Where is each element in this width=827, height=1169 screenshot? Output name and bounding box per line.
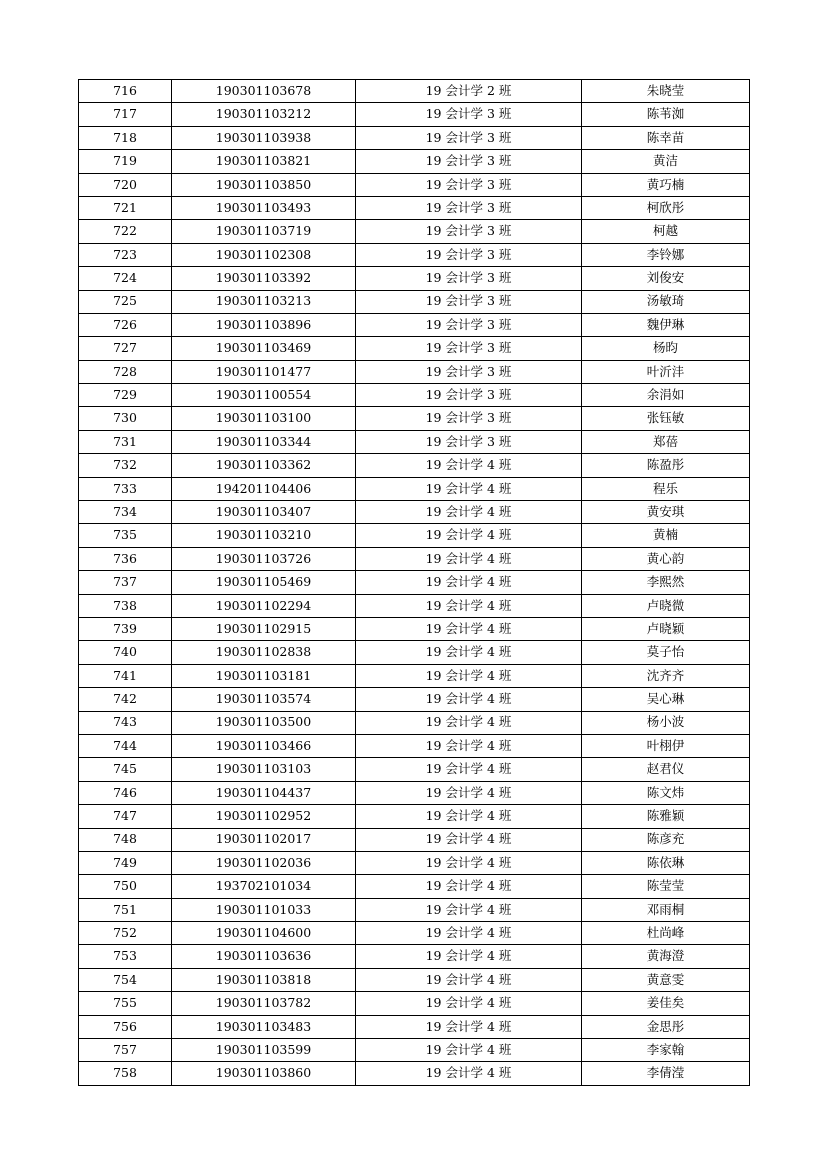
student-id-cell: 190301103500	[172, 711, 356, 734]
class-name-cell: 19 会计学 4 班	[356, 617, 582, 640]
table-row	[79, 594, 750, 617]
row-number-cell: 730	[79, 407, 172, 430]
student-name-cell: 黄洁	[582, 150, 750, 173]
class-name-cell: 19 会计学 3 班	[356, 220, 582, 243]
student-name-cell: 杨小波	[582, 711, 750, 734]
class-name-cell: 19 会计学 4 班	[356, 1015, 582, 1038]
row-number-cell: 753	[79, 945, 172, 968]
row-number-cell: 734	[79, 501, 172, 524]
student-id-cell: 190301103181	[172, 664, 356, 687]
student-id-cell: 190301103818	[172, 968, 356, 991]
student-id-cell: 190301103726	[172, 547, 356, 570]
student-id-cell: 190301103392	[172, 267, 356, 290]
row-number-cell: 721	[79, 196, 172, 219]
table-row	[79, 945, 750, 968]
class-name-cell: 19 会计学 3 班	[356, 337, 582, 360]
student-id-cell: 190301103407	[172, 501, 356, 524]
student-name-cell: 陈雅颖	[582, 805, 750, 828]
student-name-cell: 陈彦充	[582, 828, 750, 851]
class-name-cell: 19 会计学 4 班	[356, 547, 582, 570]
class-name-cell: 19 会计学 4 班	[356, 734, 582, 757]
row-number-cell: 744	[79, 734, 172, 757]
class-name-cell: 19 会计学 4 班	[356, 992, 582, 1015]
table-row	[79, 407, 750, 430]
class-name-cell: 19 会计学 3 班	[356, 173, 582, 196]
student-name-cell: 柯欣彤	[582, 196, 750, 219]
table-row	[79, 617, 750, 640]
table-row	[79, 337, 750, 360]
row-number-cell: 732	[79, 454, 172, 477]
class-name-cell: 19 会计学 3 班	[356, 360, 582, 383]
student-name-cell: 李铃娜	[582, 243, 750, 266]
student-name-cell: 杜尚峰	[582, 922, 750, 945]
table-row	[79, 547, 750, 570]
row-number-cell: 735	[79, 524, 172, 547]
student-name-cell: 李家翰	[582, 1039, 750, 1062]
table-row	[79, 1039, 750, 1062]
table-row	[79, 641, 750, 664]
row-number-cell: 717	[79, 103, 172, 126]
student-id-cell: 190301101477	[172, 360, 356, 383]
row-number-cell: 748	[79, 828, 172, 851]
table-row	[79, 711, 750, 734]
student-id-cell: 190301103574	[172, 688, 356, 711]
student-id-cell: 194201104406	[172, 477, 356, 500]
student-name-cell: 叶沂沣	[582, 360, 750, 383]
class-name-cell: 19 会计学 4 班	[356, 524, 582, 547]
roster-body	[79, 80, 750, 1086]
class-name-cell: 19 会计学 3 班	[356, 430, 582, 453]
row-number-cell: 723	[79, 243, 172, 266]
row-number-cell: 755	[79, 992, 172, 1015]
class-name-cell: 19 会计学 4 班	[356, 641, 582, 664]
student-id-cell: 190301103636	[172, 945, 356, 968]
student-id-cell: 190301103938	[172, 126, 356, 149]
table-row	[79, 173, 750, 196]
row-number-cell: 727	[79, 337, 172, 360]
class-name-cell: 19 会计学 4 班	[356, 664, 582, 687]
student-id-cell: 190301102017	[172, 828, 356, 851]
class-name-cell: 19 会计学 4 班	[356, 711, 582, 734]
class-name-cell: 19 会计学 4 班	[356, 477, 582, 500]
class-name-cell: 19 会计学 4 班	[356, 688, 582, 711]
table-row	[79, 922, 750, 945]
student-id-cell: 190301103212	[172, 103, 356, 126]
student-id-cell: 190301102294	[172, 594, 356, 617]
student-name-cell: 黄意雯	[582, 968, 750, 991]
row-number-cell: 751	[79, 898, 172, 921]
student-id-cell: 190301103362	[172, 454, 356, 477]
table-row	[79, 968, 750, 991]
class-name-cell: 19 会计学 4 班	[356, 968, 582, 991]
class-name-cell: 19 会计学 4 班	[356, 501, 582, 524]
student-id-cell: 190301103599	[172, 1039, 356, 1062]
student-name-cell: 莫子怡	[582, 641, 750, 664]
row-number-cell: 726	[79, 313, 172, 336]
student-name-cell: 李倩滢	[582, 1062, 750, 1085]
student-id-cell: 190301103100	[172, 407, 356, 430]
row-number-cell: 758	[79, 1062, 172, 1085]
student-name-cell: 赵君仪	[582, 758, 750, 781]
student-name-cell: 陈文炜	[582, 781, 750, 804]
row-number-cell: 743	[79, 711, 172, 734]
table-row	[79, 828, 750, 851]
class-name-cell: 19 会计学 4 班	[356, 571, 582, 594]
row-number-cell: 736	[79, 547, 172, 570]
student-id-cell: 190301103719	[172, 220, 356, 243]
row-number-cell: 750	[79, 875, 172, 898]
table-row	[79, 220, 750, 243]
class-name-cell: 19 会计学 2 班	[356, 80, 582, 103]
table-row	[79, 360, 750, 383]
student-id-cell: 190301103493	[172, 196, 356, 219]
student-name-cell: 吴心琳	[582, 688, 750, 711]
student-name-cell: 黄心韵	[582, 547, 750, 570]
row-number-cell: 756	[79, 1015, 172, 1038]
class-name-cell: 19 会计学 4 班	[356, 594, 582, 617]
student-name-cell: 黄安琪	[582, 501, 750, 524]
row-number-cell: 740	[79, 641, 172, 664]
table-row	[79, 1062, 750, 1085]
student-id-cell: 190301102915	[172, 617, 356, 640]
table-row	[79, 313, 750, 336]
row-number-cell: 745	[79, 758, 172, 781]
student-name-cell: 卢晓微	[582, 594, 750, 617]
class-name-cell: 19 会计学 3 班	[356, 196, 582, 219]
student-roster-table	[78, 79, 750, 1086]
row-number-cell: 746	[79, 781, 172, 804]
row-number-cell: 719	[79, 150, 172, 173]
class-name-cell: 19 会计学 3 班	[356, 407, 582, 430]
row-number-cell: 749	[79, 851, 172, 874]
student-id-cell: 190301103678	[172, 80, 356, 103]
student-name-cell: 李熙然	[582, 571, 750, 594]
row-number-cell: 716	[79, 80, 172, 103]
table-row	[79, 571, 750, 594]
student-id-cell: 190301104600	[172, 922, 356, 945]
student-name-cell: 金思彤	[582, 1015, 750, 1038]
class-name-cell: 19 会计学 4 班	[356, 828, 582, 851]
class-name-cell: 19 会计学 4 班	[356, 945, 582, 968]
table-row	[79, 734, 750, 757]
class-name-cell: 19 会计学 3 班	[356, 103, 582, 126]
student-name-cell: 陈盈彤	[582, 454, 750, 477]
student-name-cell: 陈依琳	[582, 851, 750, 874]
class-name-cell: 19 会计学 3 班	[356, 384, 582, 407]
class-name-cell: 19 会计学 4 班	[356, 1062, 582, 1085]
student-id-cell: 190301102952	[172, 805, 356, 828]
student-name-cell: 黄巧楠	[582, 173, 750, 196]
student-id-cell: 190301103469	[172, 337, 356, 360]
class-name-cell: 19 会计学 4 班	[356, 781, 582, 804]
student-id-cell: 190301103850	[172, 173, 356, 196]
table-row	[79, 758, 750, 781]
student-id-cell: 190301104437	[172, 781, 356, 804]
row-number-cell: 724	[79, 267, 172, 290]
student-id-cell: 190301103344	[172, 430, 356, 453]
table-row	[79, 781, 750, 804]
table-row	[79, 688, 750, 711]
student-id-cell: 190301103782	[172, 992, 356, 1015]
student-id-cell: 190301103860	[172, 1062, 356, 1085]
table-row	[79, 992, 750, 1015]
student-id-cell: 190301103896	[172, 313, 356, 336]
student-name-cell: 张钰敏	[582, 407, 750, 430]
table-row	[79, 267, 750, 290]
class-name-cell: 19 会计学 4 班	[356, 875, 582, 898]
student-id-cell: 190301102036	[172, 851, 356, 874]
row-number-cell: 747	[79, 805, 172, 828]
row-number-cell: 754	[79, 968, 172, 991]
class-name-cell: 19 会计学 4 班	[356, 922, 582, 945]
table-row	[79, 126, 750, 149]
student-name-cell: 叶栩伊	[582, 734, 750, 757]
class-name-cell: 19 会计学 4 班	[356, 851, 582, 874]
table-row	[79, 805, 750, 828]
table-row	[79, 664, 750, 687]
student-name-cell: 陈幸苗	[582, 126, 750, 149]
table-row	[79, 150, 750, 173]
row-number-cell: 742	[79, 688, 172, 711]
student-name-cell: 程乐	[582, 477, 750, 500]
student-name-cell: 郑蓓	[582, 430, 750, 453]
student-id-cell: 193702101034	[172, 875, 356, 898]
row-number-cell: 757	[79, 1039, 172, 1062]
table-row	[79, 524, 750, 547]
student-id-cell: 190301100554	[172, 384, 356, 407]
student-name-cell: 汤敏琦	[582, 290, 750, 313]
student-name-cell: 陈莹莹	[582, 875, 750, 898]
row-number-cell: 729	[79, 384, 172, 407]
row-number-cell: 738	[79, 594, 172, 617]
class-name-cell: 19 会计学 3 班	[356, 267, 582, 290]
class-name-cell: 19 会计学 4 班	[356, 1039, 582, 1062]
student-id-cell: 190301102838	[172, 641, 356, 664]
table-row	[79, 103, 750, 126]
table-row	[79, 243, 750, 266]
row-number-cell: 720	[79, 173, 172, 196]
student-name-cell: 黄楠	[582, 524, 750, 547]
student-id-cell: 190301103483	[172, 1015, 356, 1038]
class-name-cell: 19 会计学 4 班	[356, 758, 582, 781]
row-number-cell: 739	[79, 617, 172, 640]
student-id-cell: 190301105469	[172, 571, 356, 594]
student-id-cell: 190301101033	[172, 898, 356, 921]
table-row	[79, 454, 750, 477]
student-name-cell: 陈苇洳	[582, 103, 750, 126]
student-name-cell: 刘俊安	[582, 267, 750, 290]
row-number-cell: 737	[79, 571, 172, 594]
table-row	[79, 501, 750, 524]
class-name-cell: 19 会计学 4 班	[356, 805, 582, 828]
row-number-cell: 741	[79, 664, 172, 687]
row-number-cell: 722	[79, 220, 172, 243]
student-id-cell: 190301103213	[172, 290, 356, 313]
student-name-cell: 朱晓莹	[582, 80, 750, 103]
table-row	[79, 898, 750, 921]
class-name-cell: 19 会计学 3 班	[356, 313, 582, 336]
table-row	[79, 384, 750, 407]
class-name-cell: 19 会计学 3 班	[356, 243, 582, 266]
student-name-cell: 柯越	[582, 220, 750, 243]
table-row	[79, 875, 750, 898]
class-name-cell: 19 会计学 3 班	[356, 290, 582, 313]
table-row	[79, 477, 750, 500]
table-row	[79, 851, 750, 874]
class-name-cell: 19 会计学 4 班	[356, 898, 582, 921]
table-row	[79, 80, 750, 103]
class-name-cell: 19 会计学 3 班	[356, 126, 582, 149]
student-id-cell: 190301103466	[172, 734, 356, 757]
student-name-cell: 杨昀	[582, 337, 750, 360]
row-number-cell: 728	[79, 360, 172, 383]
row-number-cell: 718	[79, 126, 172, 149]
table-row	[79, 430, 750, 453]
row-number-cell: 733	[79, 477, 172, 500]
row-number-cell: 725	[79, 290, 172, 313]
row-number-cell: 731	[79, 430, 172, 453]
table-row	[79, 1015, 750, 1038]
table-row	[79, 290, 750, 313]
student-name-cell: 沈齐齐	[582, 664, 750, 687]
class-name-cell: 19 会计学 4 班	[356, 454, 582, 477]
student-name-cell: 魏伊琳	[582, 313, 750, 336]
student-name-cell: 姜佳矣	[582, 992, 750, 1015]
table-row	[79, 196, 750, 219]
student-name-cell: 卢晓颖	[582, 617, 750, 640]
class-name-cell: 19 会计学 3 班	[356, 150, 582, 173]
student-id-cell: 190301103821	[172, 150, 356, 173]
student-id-cell: 190301102308	[172, 243, 356, 266]
student-name-cell: 黄海澄	[582, 945, 750, 968]
student-id-cell: 190301103210	[172, 524, 356, 547]
student-id-cell: 190301103103	[172, 758, 356, 781]
student-name-cell: 邓雨桐	[582, 898, 750, 921]
row-number-cell: 752	[79, 922, 172, 945]
student-name-cell: 余涓如	[582, 384, 750, 407]
